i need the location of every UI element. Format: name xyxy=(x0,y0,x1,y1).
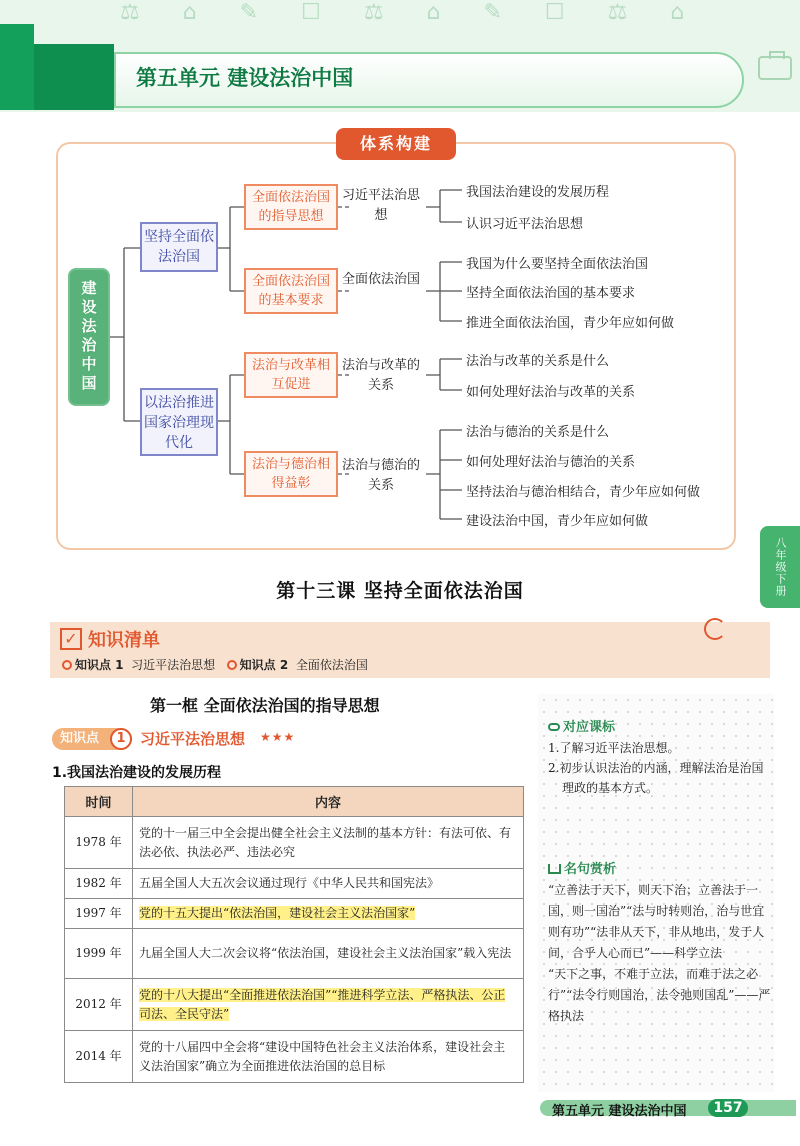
table-header-row xyxy=(65,787,524,817)
unit-title: 第五单元 建设法治中国 xyxy=(136,66,354,90)
theme-reform-relation: 法治与改革的关系 xyxy=(341,358,420,393)
content-cell: 五届全国人大五次会议通过现行《中华人民共和国宪法》 xyxy=(133,869,524,899)
knowledge-point-title: 习近平法治思想 xyxy=(140,730,246,748)
knowledge-point-badge: 知识点 xyxy=(52,728,132,750)
table-row xyxy=(65,929,524,979)
connector-branch-b xyxy=(218,375,244,474)
curriculum-heading xyxy=(548,716,615,735)
point-item: 坚持法治与德治相结合，青少年应如何做 xyxy=(466,485,701,500)
theme-virtue-relation: 法治与德治的关系 xyxy=(341,458,420,493)
connector-points-a xyxy=(426,190,462,222)
theme-comprehensive: 全面依法治国 xyxy=(341,272,420,287)
point-item: 法治与改革的关系是什么 xyxy=(466,354,610,369)
footer-unit-title: 第五单元 建设法治中国 xyxy=(552,1104,687,1119)
connector-points-b xyxy=(426,262,462,321)
connector-points-c xyxy=(426,359,462,390)
bullet-icon xyxy=(227,660,237,670)
book-icon xyxy=(548,864,561,874)
knowledge-points-row xyxy=(62,656,368,673)
content-cell: 党的十一届三中全会提出健全社会主义法制的基本方针：有法可依、有法必依、执法必严、违法必究 xyxy=(133,817,524,869)
section-heading: 1.我国法治建设的发展历程 xyxy=(52,765,222,781)
knowledge-point-number: 1 xyxy=(110,728,132,750)
lesson-title: 第十三课 坚持全面依法治国 xyxy=(276,580,524,602)
point-item: 推进全面依法治国，青少年应如何做 xyxy=(466,316,675,331)
year-cell: 2012 年 xyxy=(65,979,133,1031)
swirl-icon xyxy=(704,618,726,640)
frame-title: 第一框 全面依法治国的指导思想 xyxy=(150,696,380,715)
list-item: 2.初步认识法治的内涵，理解法治是治国理政的基本方式。 xyxy=(548,761,764,795)
table-row xyxy=(65,1031,524,1083)
importance-stars: ★★★ xyxy=(260,730,296,744)
theme-xi-thought: 习近平法治思想 xyxy=(341,188,420,223)
point-item: 如何处理好法治与改革的关系 xyxy=(466,385,636,400)
branch-governance-modernization: 以法治推进国家治理现代化 xyxy=(140,388,218,456)
year-cell: 2014 年 xyxy=(65,1031,133,1083)
header-time: 时间 xyxy=(65,787,133,817)
bullet-icon xyxy=(62,660,72,670)
kp2-text: 全面依法治国 xyxy=(295,658,368,672)
list-item: 1.了解习近平法治思想。 xyxy=(548,741,680,755)
quotes-heading-text: 名句赏析 xyxy=(564,862,617,877)
quote-item: “天下之事，不难于立法，而难于法之必行”“法令行则国治，法令弛则国乱”——严格执法 xyxy=(548,967,771,1023)
quotes-heading xyxy=(548,858,616,877)
year-cell: 1978 年 xyxy=(65,817,133,869)
year-cell: 1982 年 xyxy=(65,869,133,899)
page-number: 157 xyxy=(708,1099,748,1117)
curriculum-list xyxy=(548,738,770,798)
table-row xyxy=(65,817,524,869)
connector-theme xyxy=(338,207,350,474)
point-item: 建设法治中国，青少年应如何做 xyxy=(466,514,649,529)
connector-branch-a xyxy=(218,207,244,291)
point-item: 坚持全面依法治国的基本要求 xyxy=(466,286,636,301)
diagram-root: 建设法治中国 xyxy=(68,268,110,406)
curriculum-heading-text: 对应课标 xyxy=(563,720,616,735)
knowledge-list-title: 知识清单 xyxy=(88,630,160,651)
point-item: 我国法治建设的发展历程 xyxy=(466,185,610,200)
table-row xyxy=(65,869,524,899)
history-table xyxy=(64,786,524,1083)
quotes-body xyxy=(548,880,772,1027)
node-law-and-virtue: 法治与德治相得益彰 xyxy=(244,451,338,497)
content-cell: 党的十八届四中全会将“建设中国特色社会主义法治体系，建设社会主义法治国家”确立为全面推进依法治国的总目标 xyxy=(133,1031,524,1083)
table-row xyxy=(65,899,524,929)
content-cell: 九届全国人大二次会议将“依法治国，建设社会主义法治国家”载入宪法 xyxy=(133,929,524,979)
point-item: 如何处理好法治与德治的关系 xyxy=(466,455,636,470)
quote-item: “立善法于天下，则天下治；立善法于一国，则一国治”“法与时转则治，治与世宜则有功”“法非从天下，非从地出，发于人间，合乎人心而已”——科学立法 xyxy=(548,883,765,960)
link-icon xyxy=(548,723,560,731)
grade-side-tab: 八年级下册 xyxy=(760,526,800,608)
content-cell xyxy=(133,899,524,929)
header-content: 内容 xyxy=(133,787,524,817)
highlighted-text: 党的十八大提出“全面推进依法治国”“推进科学立法、严格执法、公正司法、全民守法” xyxy=(139,987,506,1021)
node-basic-requirements: 全面依法治国的基本要求 xyxy=(244,268,338,314)
node-guiding-thought: 全面依法治国的指导思想 xyxy=(244,184,338,230)
checklist-icon: ✓ xyxy=(60,628,82,650)
system-badge: 体系构建 xyxy=(336,128,456,160)
year-cell: 1999 年 xyxy=(65,929,133,979)
connector-root xyxy=(110,248,140,421)
node-law-and-reform: 法治与改革相互促进 xyxy=(244,352,338,398)
point-item: 法治与德治的关系是什么 xyxy=(466,425,610,440)
decoration-icons: ⚖ ⌂ ✎ ☐ ⚖ ⌂ ✎ ☐ ⚖ ⌂ xyxy=(120,0,703,25)
point-item: 认识习近平法治思想 xyxy=(466,217,584,232)
highlighted-text: 党的十五大提出“依法治国，建设社会主义法治国家” xyxy=(139,906,416,920)
point-item: 我国为什么要坚持全面依法治国 xyxy=(466,257,649,272)
kp1-text: 习近平法治思想 xyxy=(131,658,216,672)
kp1-tag: 知识点 1 xyxy=(75,658,124,672)
table-row xyxy=(65,979,524,1031)
content-cell xyxy=(133,979,524,1031)
year-cell: 1997 年 xyxy=(65,899,133,929)
branch-uphold-rule-of-law: 坚持全面依法治国 xyxy=(140,222,218,272)
connector-points-d xyxy=(426,430,462,519)
kp2-tag: 知识点 2 xyxy=(239,658,289,672)
